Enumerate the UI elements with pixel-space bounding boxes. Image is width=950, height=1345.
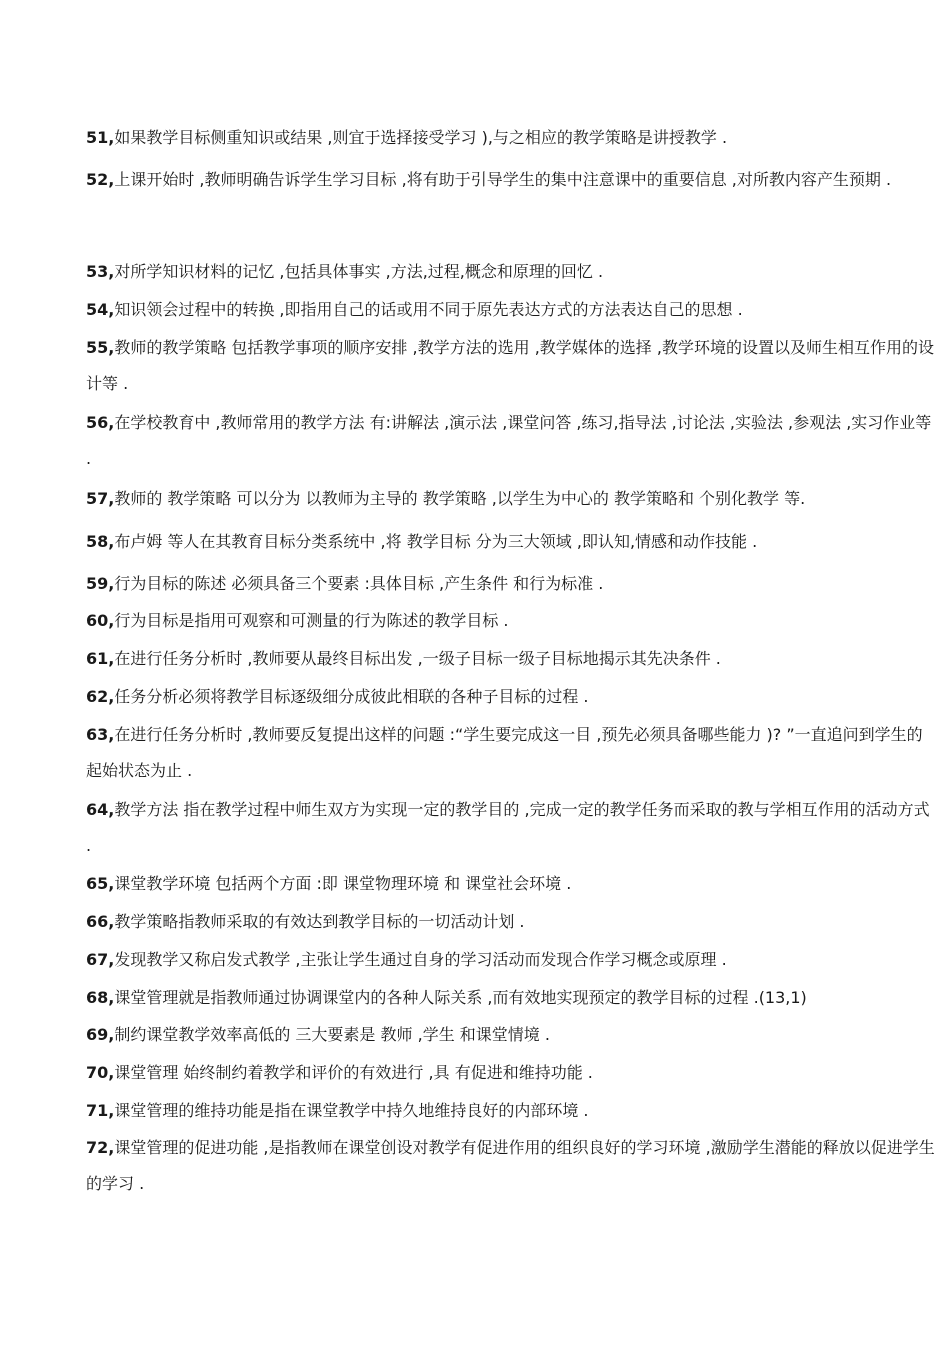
- item-number: 57,: [86, 489, 115, 508]
- item-text: 发现教学又称启发式教学 ,主张让学生通过自身的学习活动而发现合作学习概念或原理 .: [114, 950, 727, 969]
- item-text: 课堂管理 始终制约着教学和评价的有效进行 ,具 有促进和维持功能 .: [114, 1063, 593, 1082]
- item-text: 任务分析必须将教学目标逐级细分成彼此相联的各种子目标的过程 .: [114, 687, 589, 706]
- item-number: 53,: [86, 262, 115, 281]
- list-item: [86, 942, 936, 978]
- item-text: 上课开始时 ,教师明确告诉学生学习目标 ,将有助于引导学生的集中注意课中的重要信息 ,对所教内容产生预期 .: [114, 170, 892, 189]
- item-text: 教学方法 指在教学过程中师生双方为实现一定的教学目的 ,完成一定的教学任务而采取的教与学相互作用的活动方式 .: [86, 800, 930, 855]
- item-number: 55,: [86, 338, 115, 357]
- list-item: [86, 1093, 936, 1129]
- item-text: 在学校教育中 ,教师常用的教学方法 有:讲解法 ,演示法 ,课堂问答 ,练习,指导法 ,讨论法 ,实验法 ,参观法 ,实习作业等 .: [86, 413, 932, 468]
- item-number: 66,: [86, 912, 115, 931]
- item-number: 65,: [86, 874, 115, 893]
- item-number: 71,: [86, 1101, 115, 1120]
- list-item: [86, 292, 936, 328]
- item-text: 行为目标的陈述 必须具备三个要素 :具体目标 ,产生条件 和行为标准 .: [114, 574, 604, 593]
- item-number: 62,: [86, 687, 115, 706]
- item-number: 68,: [86, 988, 115, 1007]
- item-text: 在进行任务分析时 ,教师要从最终目标出发 ,一级子目标一级子目标地揭示其先决条件 .: [114, 649, 721, 668]
- item-text: 教学策略指教师采取的有效达到教学目标的一切活动计划 .: [114, 912, 525, 931]
- list-item: [86, 481, 936, 517]
- item-number: 51,: [86, 128, 115, 147]
- list-item: [86, 866, 936, 902]
- item-number: 64,: [86, 800, 115, 819]
- item-text: 课堂管理的维持功能是指在课堂教学中持久地维持良好的内部环境 .: [114, 1101, 589, 1120]
- list-item: [86, 1017, 936, 1053]
- item-text: 制约课堂教学效率高低的 三大要素是 教师 ,学生 和课堂情境 .: [114, 1025, 550, 1044]
- item-number: 69,: [86, 1025, 115, 1044]
- list-item: [86, 679, 936, 715]
- item-number: 54,: [86, 300, 115, 319]
- item-number: 70,: [86, 1063, 115, 1082]
- item-text: 在进行任务分析时 ,教师要反复提出这样的问题 :“学生要完成这一目 ,预先必须具备哪些能力 )? ”一直追问到学生的起始状态为止 .: [86, 725, 923, 780]
- item-text: 对所学知识材料的记忆 ,包括具体事实 ,方法,过程,概念和原理的回忆 .: [114, 262, 604, 281]
- list-item: [86, 120, 936, 156]
- list-item: [86, 792, 936, 864]
- item-number: 56,: [86, 413, 115, 432]
- item-text: 课堂管理就是指教师通过协调课堂内的各种人际关系 ,而有效地实现预定的教学目标的过程 .(13,1): [114, 988, 807, 1007]
- item-text: 行为目标是指用可观察和可测量的行为陈述的教学目标 .: [114, 611, 509, 630]
- item-text: 课堂教学环境 包括两个方面 :即 课堂物理环境 和 课堂社会环境 .: [114, 874, 572, 893]
- item-number: 52,: [86, 170, 115, 189]
- list-item: [86, 641, 936, 677]
- item-number: 60,: [86, 611, 115, 630]
- item-text: 教师的教学策略 包括教学事项的顺序安排 ,教学方法的选用 ,教学媒体的选择 ,教学环境的设置以及师生相互作用的设计等 .: [86, 338, 934, 393]
- list-item: [86, 904, 936, 940]
- item-number: 72,: [86, 1138, 115, 1157]
- item-number: 61,: [86, 649, 115, 668]
- list-item: [86, 330, 936, 402]
- list-item: [86, 524, 936, 560]
- item-text: 布卢姆 等人在其教育目标分类系统中 ,将 教学目标 分为三大领域 ,即认知,情感和动作技能 .: [114, 532, 758, 551]
- list-item: [86, 1055, 936, 1091]
- item-number: 59,: [86, 574, 115, 593]
- list-item: [86, 405, 936, 477]
- item-text: 如果教学目标侧重知识或结果 ,则宜于选择接受学习 ),与之相应的教学策略是讲授教学 .: [114, 128, 728, 147]
- list-item: [86, 980, 936, 1016]
- list-item: [86, 566, 936, 602]
- item-text: 教师的 教学策略 可以分为 以教师为主导的 教学策略 ,以学生为中心的 教学策略和 个别化教学 等.: [114, 489, 806, 508]
- item-text: 知识领会过程中的转换 ,即指用自己的话或用不同于原先表达方式的方法表达自己的思想 .: [114, 300, 743, 319]
- list-item: [86, 603, 936, 639]
- item-text: 课堂管理的促进功能 ,是指教师在课堂创设对教学有促进作用的组织良好的学习环境 ,激励学生潜能的释放以促进学生的学习 .: [86, 1138, 935, 1193]
- list-item: [86, 717, 936, 789]
- list-item: [86, 162, 936, 198]
- list-item: [86, 1130, 936, 1202]
- item-number: 63,: [86, 725, 115, 744]
- item-number: 67,: [86, 950, 115, 969]
- list-item: [86, 254, 936, 290]
- item-number: 58,: [86, 532, 115, 551]
